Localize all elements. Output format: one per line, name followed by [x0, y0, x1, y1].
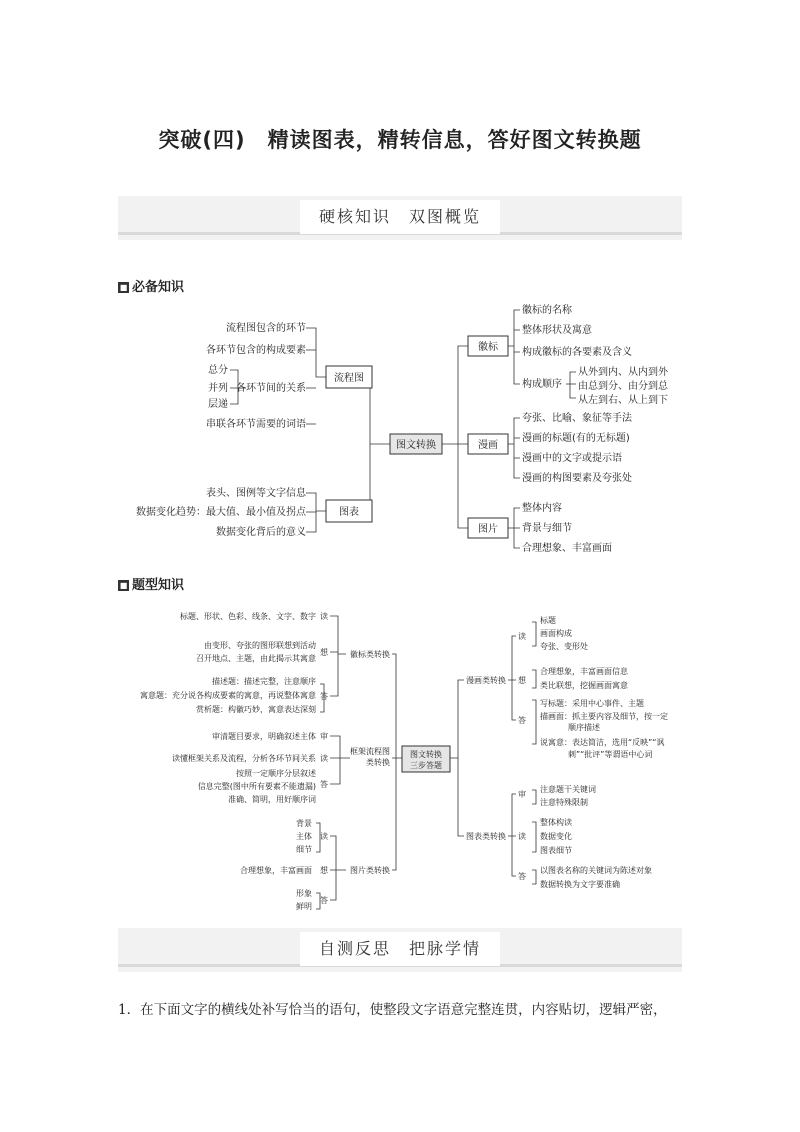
step-review: 审: [518, 790, 526, 799]
section-marker-icon: ■: [119, 283, 128, 292]
node-flowchart: [326, 366, 372, 388]
frame-review: 审清题目要求，明确叙述主体: [212, 732, 316, 741]
flow-item-b: 各环节包含的构成要素: [206, 345, 306, 356]
logo-order: 构成顺序: [522, 379, 562, 390]
cartoon-read-3: 夸张、变形处: [540, 642, 588, 651]
question-text: 1．在下面文字的横线处补写恰当的语句，使整段文字语意完整连贯，内容贴切，逻辑严密，: [118, 1002, 667, 1018]
frame-answer-1: 按照一定顺序分层叙述: [236, 769, 316, 778]
chart-type-label: 图表类转换: [466, 832, 506, 841]
step-read: 读: [518, 832, 526, 841]
chart-read-2: 数据变化: [540, 832, 572, 841]
chart-item-2: 数据变化趋势：最大值、最小值及拐点: [136, 507, 306, 518]
cartoon-read-1: 标题: [540, 616, 556, 625]
svg-text:图文转换: 图文转换: [396, 440, 436, 451]
cartoon-think-1: 合理想象，丰富画面信息: [540, 667, 628, 676]
step-read: 读: [320, 612, 328, 621]
logo-answer-3: 赏析题：构徽巧妙，寓意表达深刻: [196, 705, 316, 714]
cartoon-answer-3: 顺序描述: [568, 723, 600, 732]
chart-item-3: 数据变化背后的意义: [216, 527, 306, 538]
relation-binglie: 并列: [208, 383, 228, 394]
node-cartoon: [468, 434, 508, 454]
logo-answer-1: 描述题：描述完整，注意顺序: [212, 677, 316, 686]
frame-read: 读懂框架关系及流程，分析各环节间关系: [172, 754, 316, 763]
node-logo: [468, 336, 508, 356]
step-think: 想: [518, 676, 526, 685]
cartoon-answer-2: 描画面：抓主要内容及细节，按一定: [540, 712, 668, 721]
chart-answer-2: 数据转换为文字要准确: [540, 880, 620, 889]
relation-zongfen: 总分: [208, 365, 228, 376]
flow-item-a: 流程图包含的环节: [226, 323, 306, 334]
svg-text:图片: 图片: [478, 524, 498, 535]
svg-text:图表: 图表: [339, 507, 359, 518]
relation-cengdi: 层递: [208, 399, 228, 410]
banner-label: 自测反思 把脉学情: [300, 932, 500, 966]
step-read: 读: [320, 832, 328, 841]
step-answer: 答: [320, 692, 328, 701]
picture-read-2: 主体: [296, 832, 312, 841]
svg-text:流程图: 流程图: [334, 373, 364, 384]
cartoon-type-label: 漫画类转换: [466, 676, 506, 685]
mindmap-question-types: [140, 600, 680, 918]
step-answer: 答: [320, 896, 328, 905]
step-think: 想: [320, 648, 328, 657]
cartoon-item-1: 夸张、比喻、象征等手法: [522, 413, 632, 424]
section-marker-icon: ■: [119, 581, 128, 590]
svg-text:漫画: 漫画: [478, 440, 498, 451]
svg-text:图文转换: 图文转换: [410, 750, 442, 759]
logo-answer-2: 寓意题：充分说各构成要素的寓意，再说整体寓意: [140, 691, 316, 700]
chart-read-1: 整体构读: [540, 818, 572, 827]
chart-review-1: 注意题干关键词: [540, 785, 596, 794]
node-picture: [468, 518, 508, 538]
center-node-steps: [402, 746, 450, 772]
cartoon-answer-4: 说寓意：表达简洁，选用“反映”“讽: [540, 738, 665, 747]
step-read: 读: [518, 632, 526, 641]
order-item-2: 由总到分、由分到总: [578, 381, 668, 392]
flow-item-d: 串联各环节需要的词语: [206, 419, 306, 430]
cartoon-item-3: 漫画中的文字或提示语: [522, 453, 622, 464]
chart-item-1: 表头、图例等文字信息: [206, 488, 306, 499]
frame-answer-2: 信息完整(图中所有要素不能遗漏): [197, 782, 316, 791]
svg-text:三步答题: 三步答题: [410, 761, 442, 770]
step-read: 读: [320, 754, 328, 763]
center-node: [390, 434, 442, 454]
logo-item-2: 整体形状及寓意: [522, 325, 592, 336]
frame-type-label-1: 框架流程图: [350, 747, 390, 756]
cartoon-item-4: 漫画的构图要素及夸张处: [522, 473, 632, 484]
order-item-3: 从左到右、从上到下: [578, 395, 668, 406]
picture-read-3: 细节: [296, 845, 312, 854]
cartoon-answer-5: 刺”“批评”等谓语中心词: [568, 750, 653, 759]
step-answer: 答: [518, 716, 526, 725]
cartoon-think-2: 类比联想，挖掘画面寓意: [540, 681, 628, 690]
cartoon-item-2: 漫画的标题(有的无标题): [522, 433, 630, 444]
picture-read-1: 背景: [296, 819, 312, 828]
section-heading-required: [118, 276, 184, 295]
step-review: 审: [320, 732, 328, 741]
section-heading-types: [118, 574, 184, 593]
chart-answer-1: 以图表名称的关键词为陈述对象: [540, 866, 652, 875]
node-chart: [326, 500, 372, 522]
flow-item-c: 各环节间的关系: [236, 383, 306, 394]
svg-text:徽标: 徽标: [478, 342, 498, 353]
mindmap-required-knowledge: [130, 300, 668, 562]
picture-item-3: 合理想象、丰富画面: [522, 543, 612, 554]
section-label: 必备知识: [132, 280, 185, 295]
logo-think-2: 召开地点、主题，由此揭示其寓意: [196, 654, 316, 663]
banner-knowledge: [118, 196, 682, 240]
step-answer: 答: [320, 780, 328, 789]
picture-item-1: 整体内容: [522, 503, 562, 514]
picture-item-2: 背景与细节: [522, 523, 572, 534]
chart-read-3: 图表细节: [540, 846, 572, 855]
picture-answer-2: 鲜明: [296, 902, 312, 911]
logo-type-label: 徽标类转换: [350, 650, 390, 659]
picture-answer-1: 形象: [296, 889, 312, 898]
cartoon-read-2: 画面构成: [540, 629, 572, 638]
frame-type-label-2: 类转换: [366, 758, 390, 767]
logo-item-1: 徽标的名称: [522, 305, 572, 316]
cartoon-answer-1: 写标题：采用中心事件、主题: [540, 699, 644, 708]
chart-review-2: 注意特殊限制: [540, 798, 588, 807]
picture-think: 合理想象，丰富画面: [240, 866, 312, 875]
frame-answer-3: 准确、简明，用好顺序词: [228, 795, 316, 804]
banner-self-test: [118, 928, 682, 972]
step-think: 想: [320, 866, 328, 875]
logo-think-1: 由变形、夸张的图形联想到活动: [204, 641, 316, 650]
order-item-1: 从外到内、从内到外: [578, 367, 668, 378]
section-label: 题型知识: [132, 578, 185, 593]
banner-label: 硬核知识 双图概览: [300, 200, 500, 234]
picture-type-label: 图片类转换: [350, 866, 390, 875]
logo-item-3: 构成徽标的各要素及含义: [522, 347, 632, 358]
page-title: 突破(四) 精读图表，精转信息，答好图文转换题: [158, 128, 642, 152]
logo-read: 标题、形状、色彩、线条、文字、数字: [180, 612, 316, 621]
step-answer: 答: [518, 872, 526, 881]
